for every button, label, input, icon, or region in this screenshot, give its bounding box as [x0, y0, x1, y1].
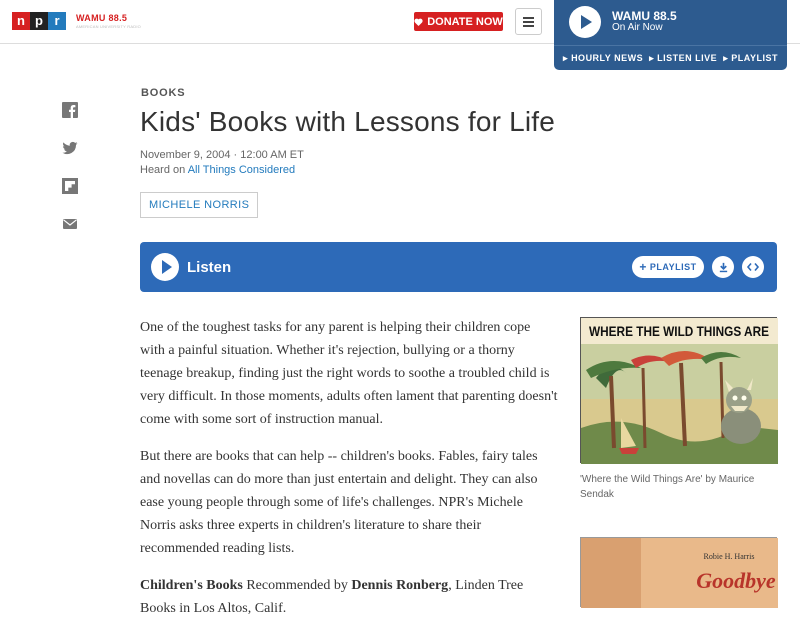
book-cover-goodbye[interactable] [580, 537, 777, 607]
book-cover-art-2 [581, 538, 778, 608]
live-play-button[interactable] [569, 6, 601, 38]
player-status: On Air Now [612, 22, 663, 33]
playlist-label: PLAYLIST [649, 262, 697, 272]
npr-logo-n: n [12, 12, 30, 30]
embed-button[interactable] [742, 256, 764, 278]
article-date: November 9, 2004 · 12:00 AM ET [140, 149, 304, 161]
player-station-name: WAMU 88.5 [612, 9, 677, 23]
listen-label: Listen [187, 259, 232, 276]
heart-icon [414, 18, 423, 26]
playlist-link[interactable]: ▸ PLAYLIST [723, 52, 778, 63]
listen-bar [140, 242, 777, 292]
facebook-icon[interactable] [62, 102, 78, 118]
player-links [554, 45, 787, 70]
email-icon[interactable] [62, 216, 78, 232]
hamburger-icon [523, 17, 534, 19]
live-player [554, 0, 787, 70]
download-button[interactable] [712, 256, 734, 278]
image-caption: 'Where the Wild Things Are' by Maurice Sendak [580, 474, 755, 500]
heard-on: Heard on All Things Considered [140, 164, 296, 176]
flipboard-icon[interactable] [62, 178, 78, 194]
hourly-news-link[interactable]: ▸ HOURLY NEWS [563, 52, 644, 63]
listen-live-link[interactable]: ▸ LISTEN LIVE [649, 52, 718, 63]
station-logo-name: WAMU 88.5 [76, 13, 128, 23]
article-body [140, 316, 558, 634]
book-cover-title-2: Goodbye [696, 568, 776, 593]
listen-play-button[interactable] [151, 253, 179, 281]
code-icon [747, 262, 759, 272]
plus-icon: + [639, 260, 647, 274]
download-icon [718, 262, 729, 273]
donate-label: DONATE NOW [427, 15, 503, 28]
paragraph-3: Children's Books Recommended by Dennis Ronberg, Linden Tree Books in Los Altos, Calif. [140, 578, 524, 616]
page-title: Kids' Books with Lessons for Life [140, 106, 556, 137]
paragraph-1: One of the toughest tasks for any parent is helping their children cope with a painful situation. Whether it's rejection, bullying or a thorny teenage breakup, finding just the right words to soothe a troubled child is very difficult. In those moments, adults often lament that parenting doesn't come with some sort of instruction manual. [140, 320, 558, 427]
menu-button[interactable] [515, 8, 542, 35]
twitter-icon[interactable] [62, 140, 78, 156]
book-cover-art [581, 318, 778, 464]
station-logo[interactable] [76, 13, 141, 29]
paragraph-2: But there are books that can help -- children's books. Fables, fairy tales and novellas can do more than just entertain and delight. They can also ease young people through some of life's challenges. NPR's Michele Norris asks three experts in children's literature to share their recommended reading lists. [140, 449, 538, 556]
program-link[interactable]: All Things Considered [187, 164, 296, 176]
article-kicker[interactable]: BOOKS [141, 87, 186, 99]
book-cover-wild-things[interactable] [580, 317, 777, 463]
station-logo-tagline: AMERICAN UNIVERSITY RADIO [76, 24, 141, 29]
donate-button[interactable] [414, 12, 503, 31]
npr-logo-r: r [48, 12, 66, 30]
npr-logo[interactable] [12, 12, 66, 30]
book-cover-title: WHERE THE WILD THINGS ARE [589, 323, 769, 339]
npr-logo-p: p [30, 12, 48, 30]
author-byline[interactable]: MICHELE NORRIS [140, 192, 258, 218]
add-to-playlist-button[interactable] [632, 256, 704, 278]
book-cover-author: Robie H. Harris [703, 552, 755, 561]
